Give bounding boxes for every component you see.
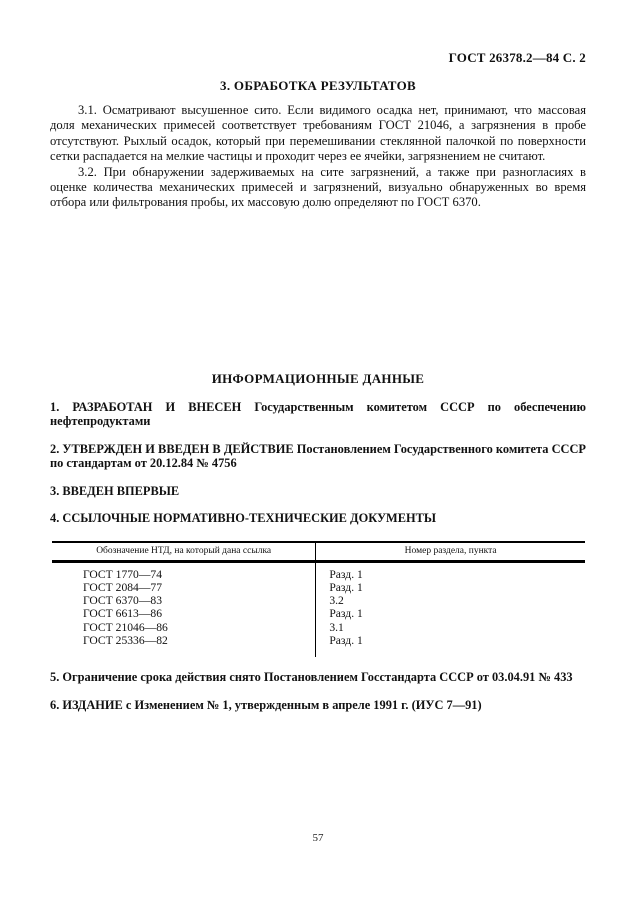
table-row [52, 581, 585, 594]
table-cell-ntd: ГОСТ 1770—74 [52, 561, 316, 581]
info-item-3-first-introduced: 3. ВВЕДЕН ВПЕРВЫЕ [50, 483, 180, 498]
table-cell-ntd: ГОСТ 25336—82 [52, 634, 316, 657]
table-row [52, 607, 585, 620]
table-cell-section: 3.1 [329, 620, 344, 634]
page-header-gost-number: ГОСТ 26378.2—84 С. 2 [448, 50, 586, 65]
table-cell-section: Разд. 1 [329, 581, 363, 595]
info-item-1-developed: 1. РАЗРАБОТАН И ВНЕСЕН Государственным комитетом СССР по обеспечению нефтепродуктами [50, 399, 586, 429]
info-item-6-edition: 6. ИЗДАНИЕ с Изменением № 1, утвержденным в апреле 1991 г. (ИУС 7—91) [50, 697, 482, 712]
paragraph-3-1: 3.1. Осматривают высушенное сито. Если видимого осадка нет, принимают, что массовая доля механических примесей соответствует требованиям ГОСТ 21046, а загрязнения в пробе отсутствуют. Рыхлый осадок, который при перемешивании стеклянной палочкой по поверхности сетки распадается на мелкие частицы и проходит через ее ячейки, загрязнением не считают. [50, 103, 586, 164]
reference-documents-table [52, 541, 585, 657]
table-header-ntd-designation: Обозначение НТД, на который дана ссылка [52, 542, 316, 562]
table-header-row [52, 542, 585, 562]
section-title: 3. ОБРАБОТКА РЕЗУЛЬТАТОВ [220, 78, 416, 93]
table-cell-ntd: ГОСТ 6613—86 [52, 607, 316, 620]
table-cell-ntd: ГОСТ 6370—83 [52, 594, 316, 607]
table-row [52, 621, 585, 634]
paragraph-3-2: 3.2. При обнаружении задерживаемых на сите загрязнений, а также при разногласиях в оценке количества механических примесей и загрязнений, визуально обнаруженных во время отбора или фильтрования пробы, их массовую долю определяют по ГОСТ 6370. [50, 164, 586, 210]
info-item-2-approved: 2. УТВЕРЖДЕН И ВВЕДЕН В ДЕЙСТВИЕ Постановлением Государственного комитета СССР по стандартам от 20.12.84 № 4756 [50, 441, 586, 471]
table-cell-ntd: ГОСТ 2084—77 [52, 581, 316, 594]
page-number: 57 [312, 832, 324, 844]
info-data-title: ИНФОРМАЦИОННЫЕ ДАННЫЕ [211, 370, 425, 386]
table-cell-section: Разд. 1 [329, 633, 363, 647]
info-item-5-validity-limit: 5. Ограничение срока действия снято Постановлением Госстандарта СССР от 03.04.91 № 433 [50, 670, 573, 685]
table-cell-ntd: ГОСТ 21046—86 [52, 621, 316, 634]
table-header-section-number: Номер раздела, пункта [316, 542, 585, 562]
table-cell-section: Разд. 1 [329, 607, 363, 621]
table-row [52, 634, 585, 657]
table-row [52, 594, 585, 607]
table-cell-section: Разд. 1 [329, 567, 363, 581]
info-item-4-reference-documents: 4. ССЫЛОЧНЫЕ НОРМАТИВНО-ТЕХНИЧЕСКИЕ ДОКУМЕНТЫ [50, 511, 437, 526]
table-cell-section: 3.2 [329, 594, 344, 608]
table-row [52, 561, 585, 581]
